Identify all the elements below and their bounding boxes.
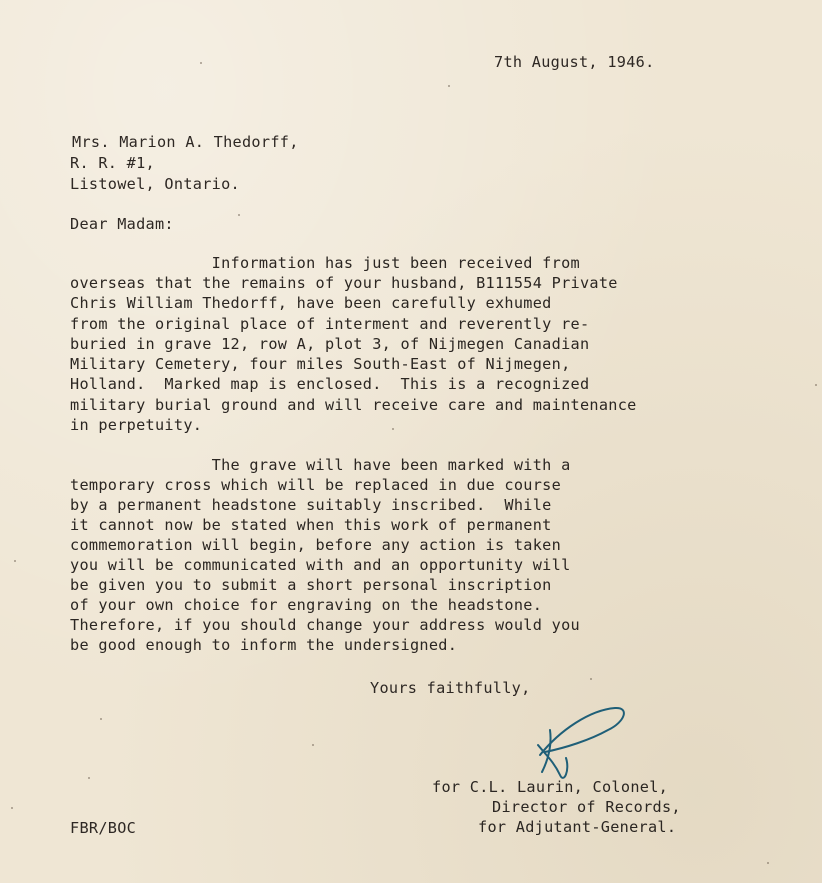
paper-speck bbox=[590, 678, 592, 680]
paragraph-line: military burial ground and will receive care and maintenance bbox=[70, 396, 637, 414]
signatory-line: for C.L. Laurin, Colonel, bbox=[432, 778, 669, 796]
closing: Yours faithfully, bbox=[370, 679, 531, 697]
paragraph-line: be given you to submit a short personal inscription bbox=[70, 576, 552, 594]
paper-speck bbox=[312, 744, 314, 746]
signatory-office: for Adjutant-General. bbox=[478, 818, 677, 836]
reference-initials: FBR/BOC bbox=[70, 819, 137, 837]
paper-speck bbox=[448, 85, 450, 87]
recipient-city: Listowel, Ontario. bbox=[70, 175, 240, 193]
paragraph-line: temporary cross which will be replaced in due course bbox=[70, 476, 562, 494]
paper-speck bbox=[11, 807, 13, 809]
paper-speck bbox=[88, 777, 90, 779]
paragraph-line: The grave will have been marked with a bbox=[70, 456, 571, 474]
paragraph-line: Holland. Marked map is enclosed. This is a recognized bbox=[70, 375, 590, 393]
paragraph-line: from the original place of interment and reverently re- bbox=[70, 315, 590, 333]
paragraph-line: commemoration will begin, before any action is taken bbox=[70, 536, 562, 554]
paragraph-line: in perpetuity. bbox=[70, 416, 203, 434]
recipient-name: Mrs. Marion A. Thedorff, bbox=[72, 133, 299, 151]
signatory-title: Director of Records, bbox=[492, 798, 681, 816]
salutation: Dear Madam: bbox=[70, 215, 174, 233]
paragraph-line: you will be communicated with and an opportunity will bbox=[70, 556, 571, 574]
paper-speck bbox=[392, 428, 394, 430]
paper-speck bbox=[14, 560, 16, 562]
recipient-route: R. R. #1, bbox=[70, 154, 155, 172]
paper-speck bbox=[767, 862, 769, 864]
paper-speck bbox=[100, 718, 102, 720]
paragraph-line: buried in grave 12, row A, plot 3, of Nijmegen Canadian bbox=[70, 335, 590, 353]
paragraph-line: be good enough to inform the undersigned. bbox=[70, 636, 458, 654]
paragraph-line: Therefore, if you should change your address would you bbox=[70, 616, 580, 634]
paragraph-line: of your own choice for engraving on the headstone. bbox=[70, 596, 543, 614]
paragraph-line: Military Cemetery, four miles South-East of Nijmegen, bbox=[70, 355, 571, 373]
paper-speck bbox=[815, 384, 817, 386]
paper-speck bbox=[200, 62, 202, 64]
paragraph-line: it cannot now be stated when this work of permanent bbox=[70, 516, 552, 534]
paragraph-line: Chris William Thedorff, have been carefully exhumed bbox=[70, 294, 552, 312]
paragraph-line: by a permanent headstone suitably inscribed. While bbox=[70, 496, 552, 514]
paper-speck bbox=[238, 214, 240, 216]
paragraph-line: overseas that the remains of your husband, B111554 Private bbox=[70, 274, 618, 292]
paragraph-line: Information has just been received from bbox=[70, 254, 580, 272]
letter-date: 7th August, 1946. bbox=[494, 53, 655, 71]
